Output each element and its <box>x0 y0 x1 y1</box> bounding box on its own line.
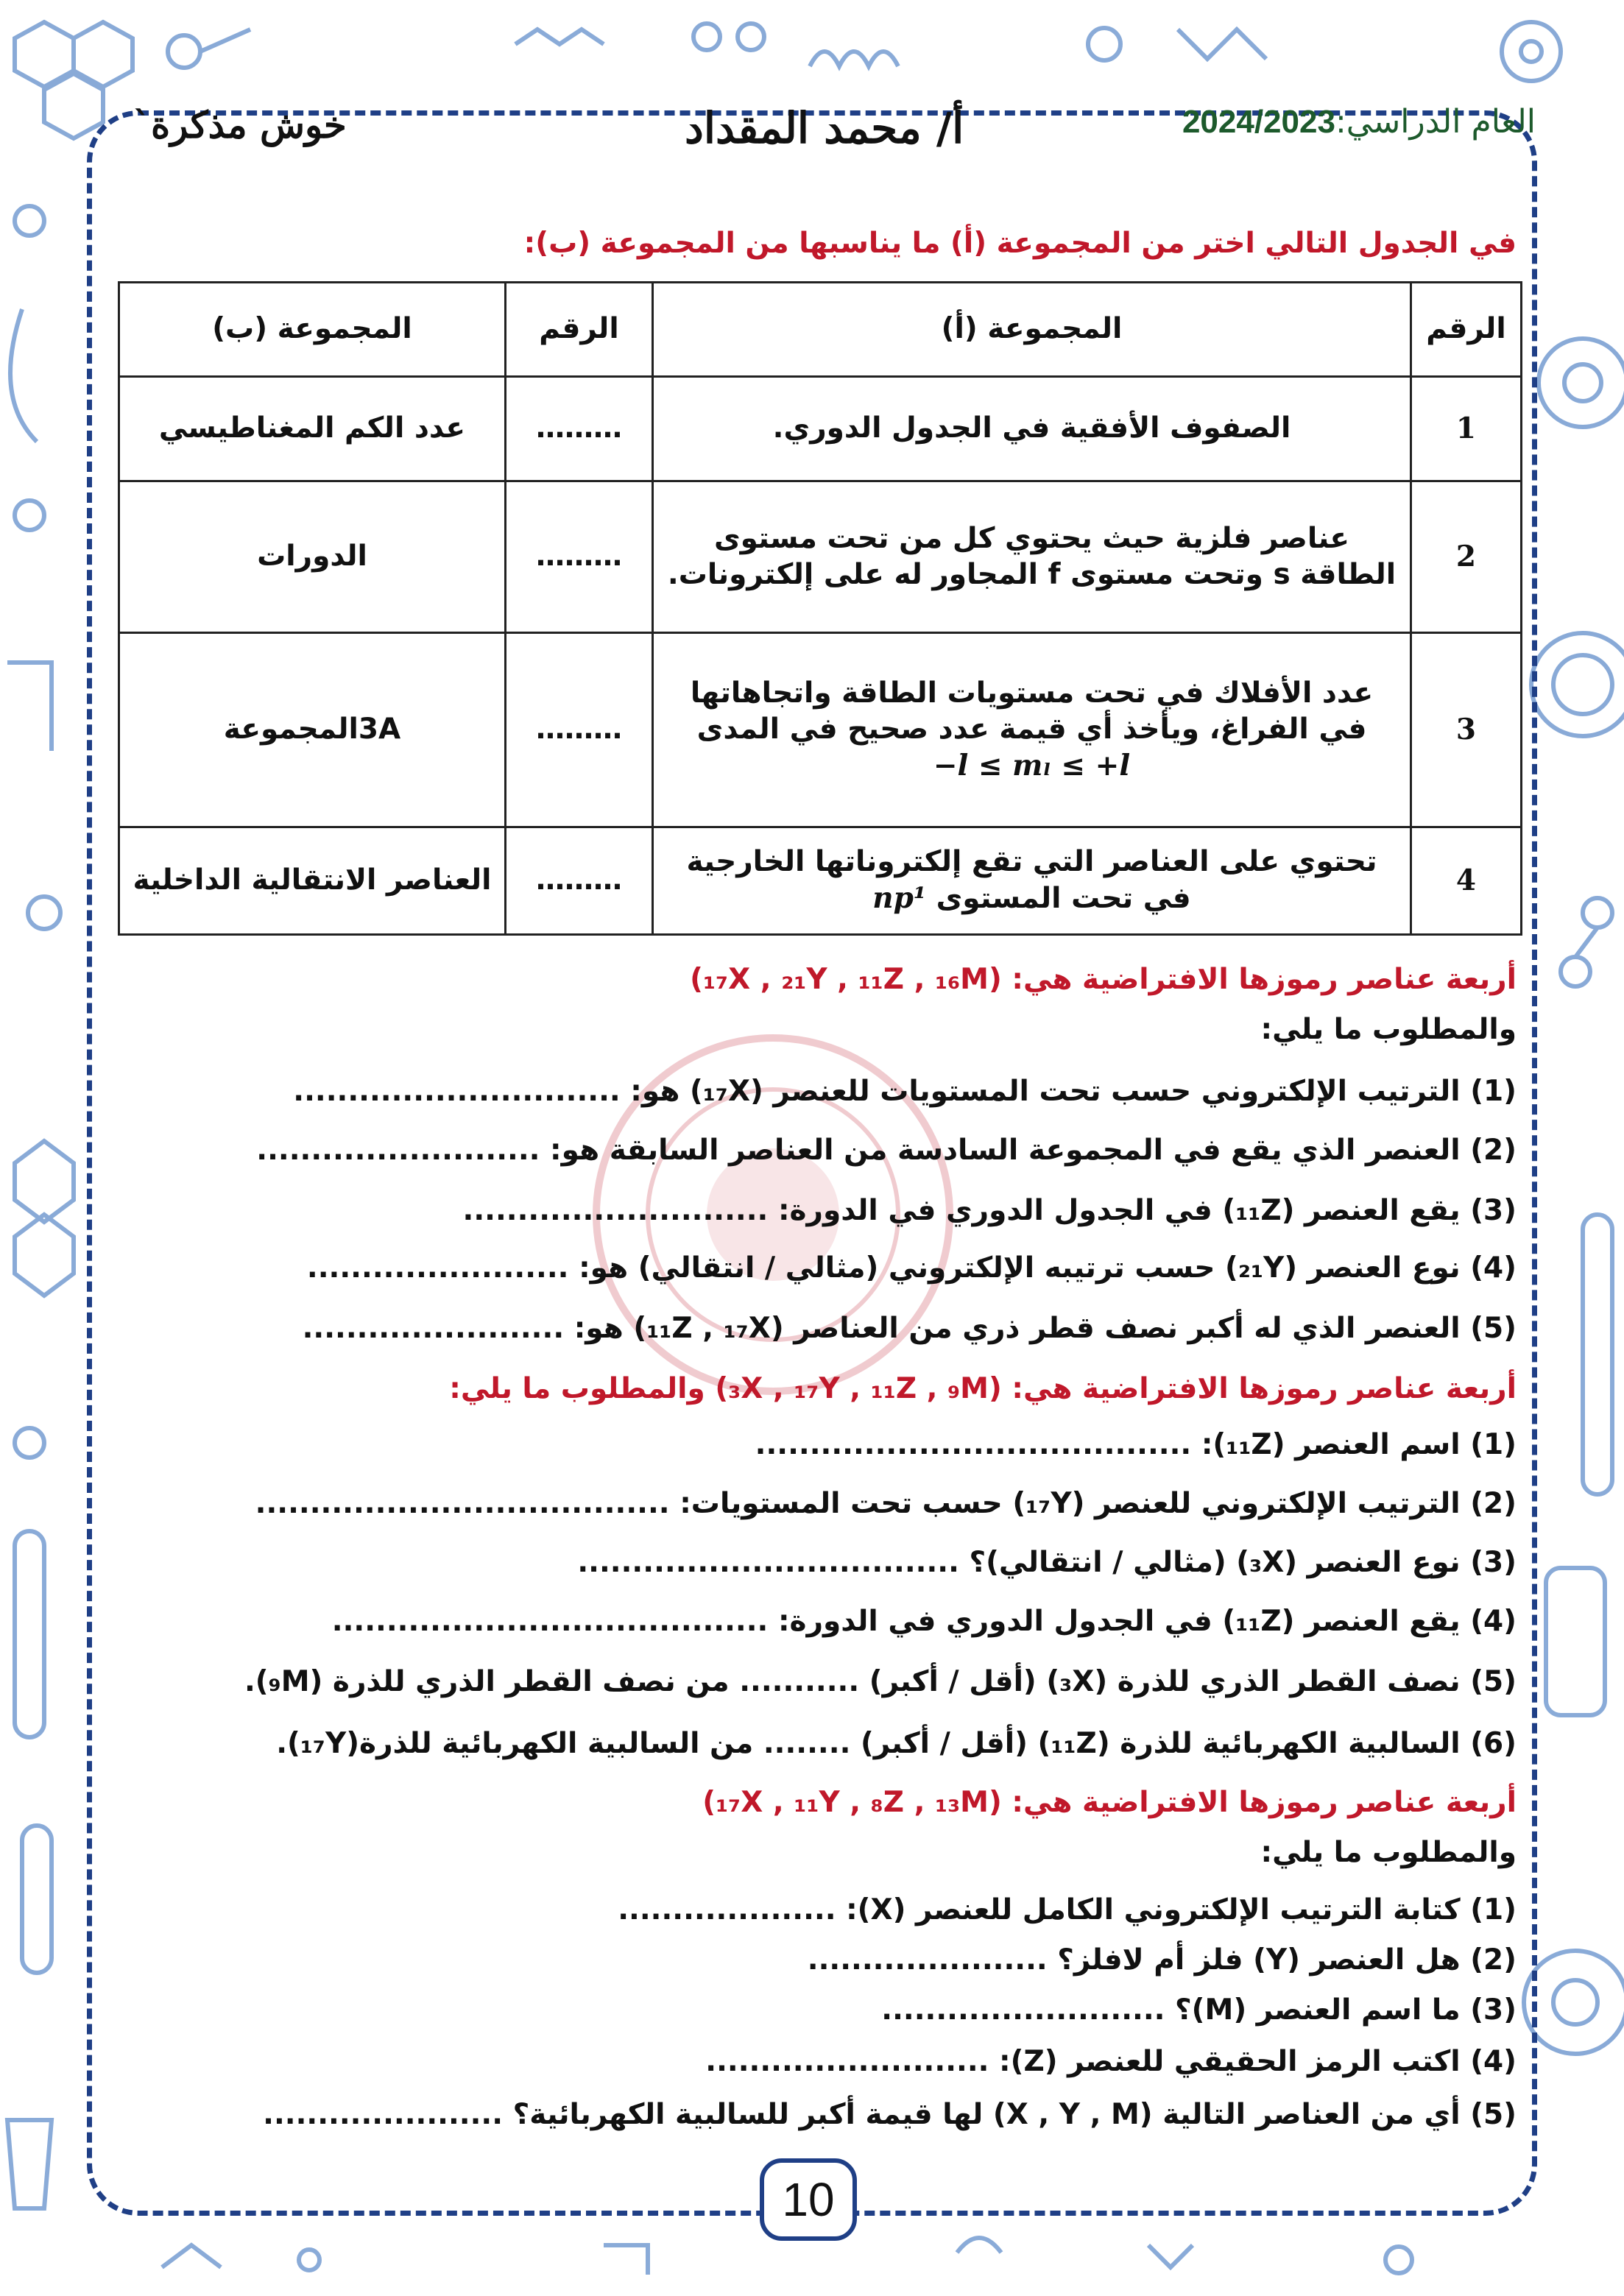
row-b: العناصر الانتقالية الداخلية <box>119 827 506 935</box>
header-group-a: المجموعة (أ) <box>653 283 1411 377</box>
row-a: عناصر فلزية حيث يحتوي كل من تحت مستوى الطاقة s وتحت مستوى f المجاور له على إلكترونات. <box>653 481 1411 633</box>
row-num: 4 <box>1411 827 1522 935</box>
question-item[interactable]: (5) أي من العناصر التالية (X , Y , M) لها قيمة أكبر للسالبية الكهربائية؟ ...................... <box>263 2098 1517 2131</box>
page-number: 10 <box>760 2158 857 2241</box>
table-row <box>119 481 1522 633</box>
question-item[interactable]: (4) يقع العنصر (₁₁Z) في الجدول الدوري في الدورة: ........................................ <box>331 1605 1517 1638</box>
row-a-math: −l ≤ mₗ ≤ +l <box>933 748 1131 783</box>
question-item[interactable]: (2) الترتيب الإلكتروني للعنصر (₁₇Y) حسب تحت المستويات: ...................................... <box>255 1487 1517 1520</box>
header-group-b: المجموعة (ب) <box>119 283 506 377</box>
table-row <box>119 827 1522 935</box>
table-header-row <box>119 283 1522 377</box>
header-num-2: الرقم <box>506 283 653 377</box>
question-item[interactable]: (1) اسم العنصر (₁₁Z): ........................................ <box>755 1428 1517 1461</box>
row-b: 3Aالمجموعة <box>119 633 506 827</box>
section4-subtitle: والمطلوب ما يلي: <box>1260 1836 1517 1869</box>
row-a-math: np¹ <box>872 881 926 915</box>
question-item[interactable]: (3) يقع العنصر (₁₁Z) في الجدول الدوري في الدورة: ............................ <box>462 1194 1517 1227</box>
question-item[interactable]: (2) العنصر الذي يقع في المجموعة السادسة من العناصر السابقة هو: .......................... <box>256 1134 1517 1167</box>
answer-blank[interactable]: ……… <box>506 377 653 481</box>
row-num: 3 <box>1411 633 1522 827</box>
row-a: تحتوي على العناصر التي تقع إلكتروناتها الخارجية في تحت المستوى <box>686 845 1377 915</box>
row-num: 1 <box>1411 377 1522 481</box>
flask-icon <box>7 2120 52 2208</box>
test-tube-icon <box>1583 1215 1612 1494</box>
question-item[interactable]: (3) نوع العنصر (₃X) (مثالي / انتقالي)؟ ................................... <box>577 1546 1517 1579</box>
row-a-cell <box>653 633 1411 827</box>
matching-table <box>118 281 1522 936</box>
question-item[interactable]: (6) السالبية الكهربائية للذرة (₁₁Z) (أقل / أكبر) ........ من السالبية الكهربائية للذرة(₁₇Y). <box>276 1727 1517 1760</box>
question-item[interactable]: (4) اكتب الرمز الحقيقي للعنصر (Z): .......................... <box>705 2045 1517 2078</box>
question-item[interactable]: (2) هل العنصر (Y) فلز أم لافلز؟ ...................... <box>807 1943 1517 1977</box>
question-item[interactable]: (5) نصف القطر الذري للذرة (₃X) (أقل / أكبر) ........... من نصف القطر الذري للذرة (₉M). <box>244 1665 1517 1698</box>
section2-subtitle: والمطلوب ما يلي: <box>1260 1013 1517 1046</box>
question-item[interactable]: (4) نوع العنصر (₂₁Y) حسب ترتيبه الإلكتروني (مثالي / انتقالي) هو: ........................ <box>306 1251 1517 1285</box>
test-tube-icon <box>15 1531 44 1737</box>
question-item[interactable]: (1) الترتيب الإلكتروني حسب تحت المستويات للعنصر (₁₇X) هو: .............................. <box>293 1075 1517 1108</box>
answer-blank[interactable]: ……… <box>506 481 653 633</box>
question-item[interactable]: (5) العنصر الذي له أكبر نصف قطر ذري من العناصر (₁₁Z , ₁₇X) هو: ........................ <box>302 1312 1517 1345</box>
school-year <box>1182 103 1536 141</box>
row-num: 2 <box>1411 481 1522 633</box>
atom-icon <box>168 35 200 68</box>
gear-icon <box>1539 339 1624 427</box>
hexagon-icon <box>44 74 103 138</box>
table-row <box>119 377 1522 481</box>
row-b: الدورات <box>119 481 506 633</box>
brand-name: خوش مذكرة` <box>133 103 347 146</box>
section2-title: أربعة عناصر رموزها الافتراضية هي: (₁₇X , ₂₁Y , ₁₁Z , ₁₆M) <box>690 963 1517 996</box>
question-item[interactable]: (1) كتابة الترتيب الإلكتروني الكامل للعنصر (X): .................... <box>618 1893 1517 1926</box>
section3-title: أربعة عناصر رموزها الافتراضية هي: (₃X , ₁₇Y , ₁₁Z , ₉M) والمطلوب ما يلي: <box>449 1372 1517 1405</box>
row-a-cell <box>653 827 1411 935</box>
answer-blank[interactable]: ……… <box>506 633 653 827</box>
section4-title: أربعة عناصر رموزها الافتراضية هي: (₁₇X , ₁₁Y , ₈Z , ₁₃M) <box>702 1786 1517 1819</box>
teacher-name: أ/ محمد المقداد <box>685 103 964 153</box>
year-label: العام الدراسي: <box>1335 103 1536 141</box>
header-num: الرقم <box>1411 283 1522 377</box>
answer-blank[interactable]: ……… <box>506 827 653 935</box>
question-item[interactable]: (3) ما اسم العنصر (M)؟ .......................... <box>881 1993 1517 2027</box>
section1-title: في الجدول التالي اختر من المجموعة (أ) ما يناسبها من المجموعة (ب): <box>523 227 1517 260</box>
row-a: الصفوف الأفقية في الجدول الدوري. <box>653 377 1411 481</box>
year-value: 2024/2023 <box>1182 104 1335 140</box>
row-b: عدد الكم المغناطيسي <box>119 377 506 481</box>
row-a: عدد الأفلاك في تحت مستويات الطاقة واتجاهاتها في الفراغ، ويأخذ أي قيمة عدد صحيح في المدى <box>690 677 1374 746</box>
table-row <box>119 633 1522 827</box>
